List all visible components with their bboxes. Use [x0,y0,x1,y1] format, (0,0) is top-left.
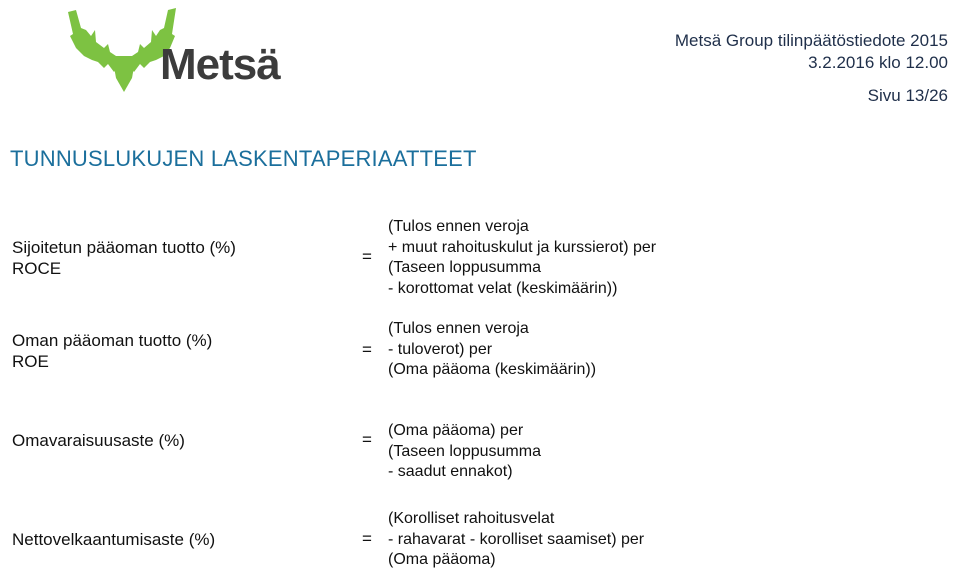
formula-name-line: Sijoitetun pääoman tuotto (%) [12,238,236,257]
formula-name-roce [12,237,236,279]
formula-line: (Oma pääoma) per [388,422,524,439]
logo-text: Metsä [160,40,280,89]
formula-line: (Korolliset rahoitusvelat [388,510,555,527]
formula-line: (Taseen loppusumma [388,259,541,276]
equals-sign: = [362,340,372,359]
formula-line: + muut rahoituskulut ja kurssierot) per [388,238,657,256]
equals-sign: = [362,430,372,449]
formula-definition-roe [388,319,596,381]
formula-line: (Tulos ennen veroja [388,320,529,337]
formula-line: (Oma pääoma) [388,551,496,568]
formula-line: - korottomat velat (keskimäärin)) [388,279,618,297]
formula-definition-net-gearing [388,509,644,571]
formula-line: - rahavarat - korolliset saamiset) per [388,530,645,548]
formula-name-net-gearing [12,529,215,550]
formula-line: (Taseen loppusumma [388,442,541,460]
formula-line: (Oma pääoma (keskimäärin)) [388,361,597,378]
formula-line: - saadut ennakot) [388,463,513,480]
formula-name-equity-ratio [12,430,185,451]
formula-line: (Tulos ennen veroja [388,218,529,235]
formula-name-line: ROCE [12,259,62,278]
formula-definition-equity-ratio [388,421,541,483]
report-title: Metsä Group tilinpäätöstiedote 2015 [674,31,948,50]
formula-name-line: Omavaraisuusaste (%) [12,431,185,450]
report-date: 3.2.2016 klo 12.00 [808,53,948,72]
formula-definition-roce [388,217,656,299]
formula-line: - tuloverot) per [388,340,493,358]
metsa-logo [64,6,294,92]
page-number: Sivu 13/26 [867,86,948,105]
equals-sign: = [362,247,372,266]
formula-name-line: Nettovelkaantumisaste (%) [12,530,216,549]
formula-name-roe [12,330,212,372]
formula-name-line: ROE [12,352,49,371]
formula-name-line: Oman pääoman tuotto (%) [12,331,213,350]
equals-sign: = [362,529,372,548]
section-title: TUNNUSLUKUJEN LASKENTAPERIAATTEET [10,146,477,171]
